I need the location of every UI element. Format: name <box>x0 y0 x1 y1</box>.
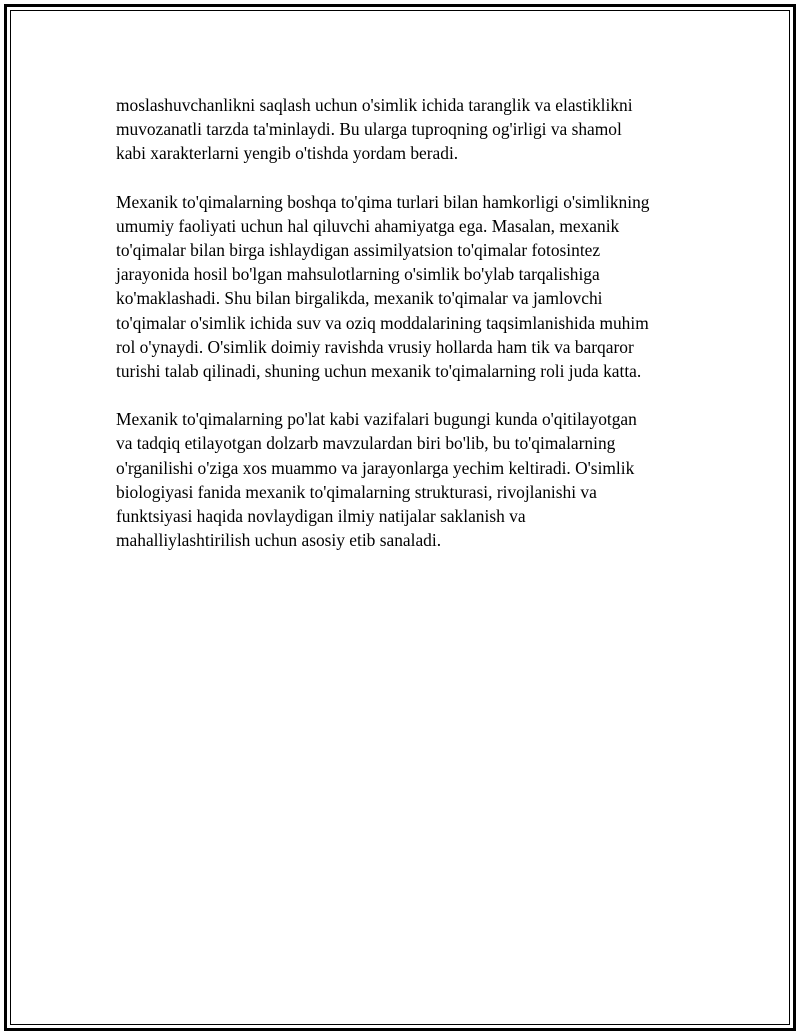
paragraph-2: Mexanik to'qimalarning boshqa to'qima turlari bilan hamkorligi o'simlikning umumiy faoliyati uchun hal qiluvchi ahamiyatga ega. Masalan, mexanik to'qimalar bilan birga ishlaydigan assimilyatsion to'qimalar fotosintez jarayonida hosil bo'lgan mahsulotlarning o'simlik bo'ylab tarqalishiga ko'maklashadi. Shu bilan birgalikda, mexanik to'qimalar va jamlovchi to'qimalar o'simlik ichida suv va oziq moddalarining taqsimlanishida muhim rol o'ynaydi. O'simlik doimiy ravishda vrusiy hollarda ham tik va barqaror turishi talab qilinadi, shuning uchun mexanik to'qimalarning roli juda katta. <box>116 191 650 382</box>
paragraph-3: Mexanik to'qimalarning po'lat kabi vazifalari bugungi kunda o'qitilayotgan va tadqiq etilayotgan dolzarb mavzulardan biri bo'lib, bu to'qimalarning o'rganilishi o'ziga xos muammo va jarayonlarga yechim keltiradi. O'simlik biologiyasi fanida mexanik to'qimalarning strukturasi, rivojlanishi va funktsiyasi haqida novlaydigan ilmiy natijalar saklanish va mahalliylashtirilish uchun asosiy etib sanaladi. <box>116 409 637 551</box>
document-body <box>116 93 696 576</box>
paragraph-1: moslashuvchanlikni saqlash uchun o'simlik ichida taranglik va elastiklikni muvozanatli tarzda ta'minlaydi. Bu ularga tuproqning og'irligi va shamol kabi xarakterlarni yengib o'tishda yordam beradi. <box>116 95 633 164</box>
